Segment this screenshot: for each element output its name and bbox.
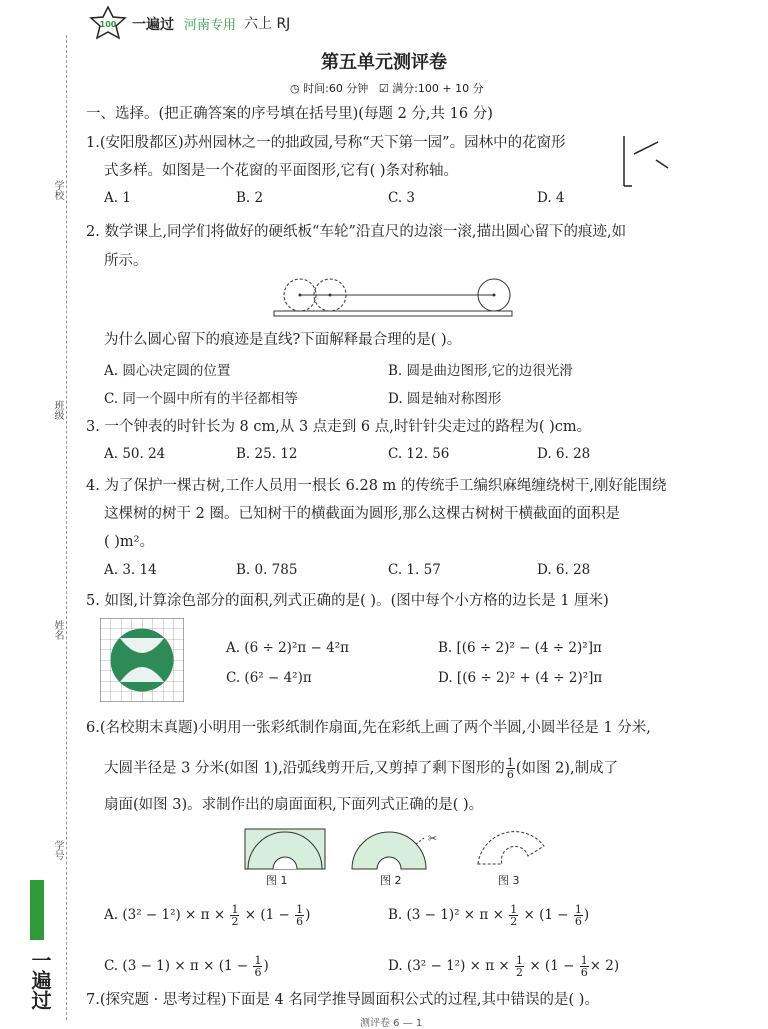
q2-option-c: C. 同一个圆中所有的半径都相等 [104,391,298,407]
spine-tab [30,880,44,940]
q5-option-d: D. [(6 ÷ 2)² + (4 ÷ 2)²]π [438,670,603,686]
q3-option-d: D. 6. 28 [537,446,591,462]
id-label: 学号 [52,840,63,860]
window-figure [620,130,680,194]
q3-line1: 3. 一个钟表的时针长为 8 cm,从 3 点走到 6 点,时针针尖走过的路程为( )cm。 [86,419,592,435]
region-label: 河南专用 [184,18,237,33]
q4-line3: ( )m²。 [104,534,154,550]
q3-option-c: C. 12. 56 [388,446,450,462]
q4-line2: 这棵树的树干 2 圈。已知树干的横截面为圆形,那么这棵古树树干横截面的面积是 [104,506,621,522]
time-text: 时间:60 分钟 [303,82,369,95]
q2-option-a: A. 圆心决定圆的位置 [104,363,231,379]
q4-option-c: C. 1. 57 [388,562,441,578]
q1-option-a: A. 1 [104,190,131,206]
exam-meta [290,80,484,96]
grade-label: 六上 RJ [244,16,291,32]
q4-option-b: B. 0. 785 [236,562,298,578]
q1-option-b: B. 2 [236,190,264,206]
q6-option-c: C. (3 − 1) × π × (1 − $\frac{1}{6}$ ) [104,954,269,979]
fig2-caption: 图 2 [380,874,402,887]
q5-line1: 5. 如图,计算涂色部分的面积,列式正确的是( )。(图中每个小方格的边长是 1 厘米) [86,593,609,609]
binding-line [66,35,67,1020]
rolling-wheel-figure [272,275,522,327]
q6-line2-end: (如图 2),制成了 [515,760,619,777]
fan-figure-1 [244,828,326,876]
fig3-caption: 图 3 [498,874,520,887]
school-label: 学校 [52,180,63,200]
q5-option-c: C. (6² − 4²)π [226,670,312,686]
q2-option-b: B. 圆是曲边图形,它的边很光滑 [388,363,573,379]
page-title: 第五单元测评卷 [321,52,447,73]
checkbox-icon: ☑ [378,82,389,95]
q6-option-b: B. (3 − 1)² × π × $\frac{1}{2}$ × (1 − $\frac{1}{6}$ ) [388,903,590,928]
clock-icon: ◷ [290,82,300,95]
q1-line2: 式多样。如图是一个花窗的平面图形,它有( )条对称轴。 [104,163,459,179]
q4-option-a: A. 3. 14 [104,562,157,578]
scissors-icon: ✂ [428,832,438,845]
q6-line2-start: 大圆半径是 3 分米(如图 1),沿弧线剪开后,又剪掉了剩下图形的 [104,760,505,777]
class-label: 班级 [52,400,63,420]
page-footer: 测评卷 6 — 1 [360,1018,423,1029]
q4-line1: 4. 为了保护一棵古树,工作人员用一根长 6.28 m 的传统手工编织麻绳缠绕树干,刚好能围绕 [86,478,667,494]
q3-option-b: B. 25. 12 [236,446,298,462]
q2-line2: 所示。 [104,253,148,269]
section-heading: 一、选择。(把正确答案的序号填在括号里)(每题 2 分,共 16 分) [86,106,493,122]
score-text: 满分:100 + 10 分 [392,82,484,95]
q6-line3: 扇面(如图 3)。求制作出的扇面面积,下面列式正确的是( )。 [104,797,484,813]
spine-brand: 一遍过 [28,950,52,1010]
q2-line1: 2. 数学课上,同学们将做好的硬纸板“车轮”沿直尺的边滚一滚,描出圆心留下的痕迹,如 [86,224,627,240]
fig1-caption: 图 1 [266,874,288,887]
q2-option-d: D. 圆是轴对称图形 [388,391,502,407]
q1-option-d: D. 4 [537,190,565,206]
svg-text:100: 100 [99,20,117,29]
q5-option-b: B. [(6 ÷ 2)² − (4 ÷ 2)²]π [438,640,602,656]
brand-name: 一遍过 [132,17,174,33]
q1-line1: 1.(安阳殷都区)苏州园林之一的拙政园,号称“天下第一园”。园林中的花窗形 [86,135,566,151]
q6-line1: 6.(名校期末真题)小明用一张彩纸制作扇面,先在彩纸上画了两个半圆,小圆半径是 1 分米, [86,720,651,736]
brand-logo [88,6,128,40]
q2-line3: 为什么圆心留下的痕迹是直线?下面解释最合理的是( )。 [104,332,462,348]
name-label: 姓名 [52,620,63,640]
q3-option-a: A. 50. 24 [104,446,166,462]
q4-option-d: D. 6. 28 [537,562,591,578]
q7-line1: 7.(探究题 · 思考过程)下面是 4 名同学推导圆面积公式的过程,其中错误的是( )。 [86,992,599,1008]
fraction-one-sixth: $\frac{1}{6}$ [506,756,514,781]
q1-option-c: C. 3 [388,190,416,206]
q6-option-a: A. (3² − 1²) × π × $\frac{1}{2}$ × (1 − $\frac{1}{6}$ ) [104,903,311,928]
q5-option-a: A. (6 ÷ 2)²π − 4²π [226,640,349,656]
q6-option-d: D. (3² − 1²) × π × $\frac{1}{2}$ × (1 − $\frac{1}{6}$ × 2) [388,954,620,979]
fan-figure-2 [350,828,440,876]
hourglass-grid-figure [100,618,184,706]
fan-figure-3 [476,828,552,876]
q6-line2 [104,757,618,780]
